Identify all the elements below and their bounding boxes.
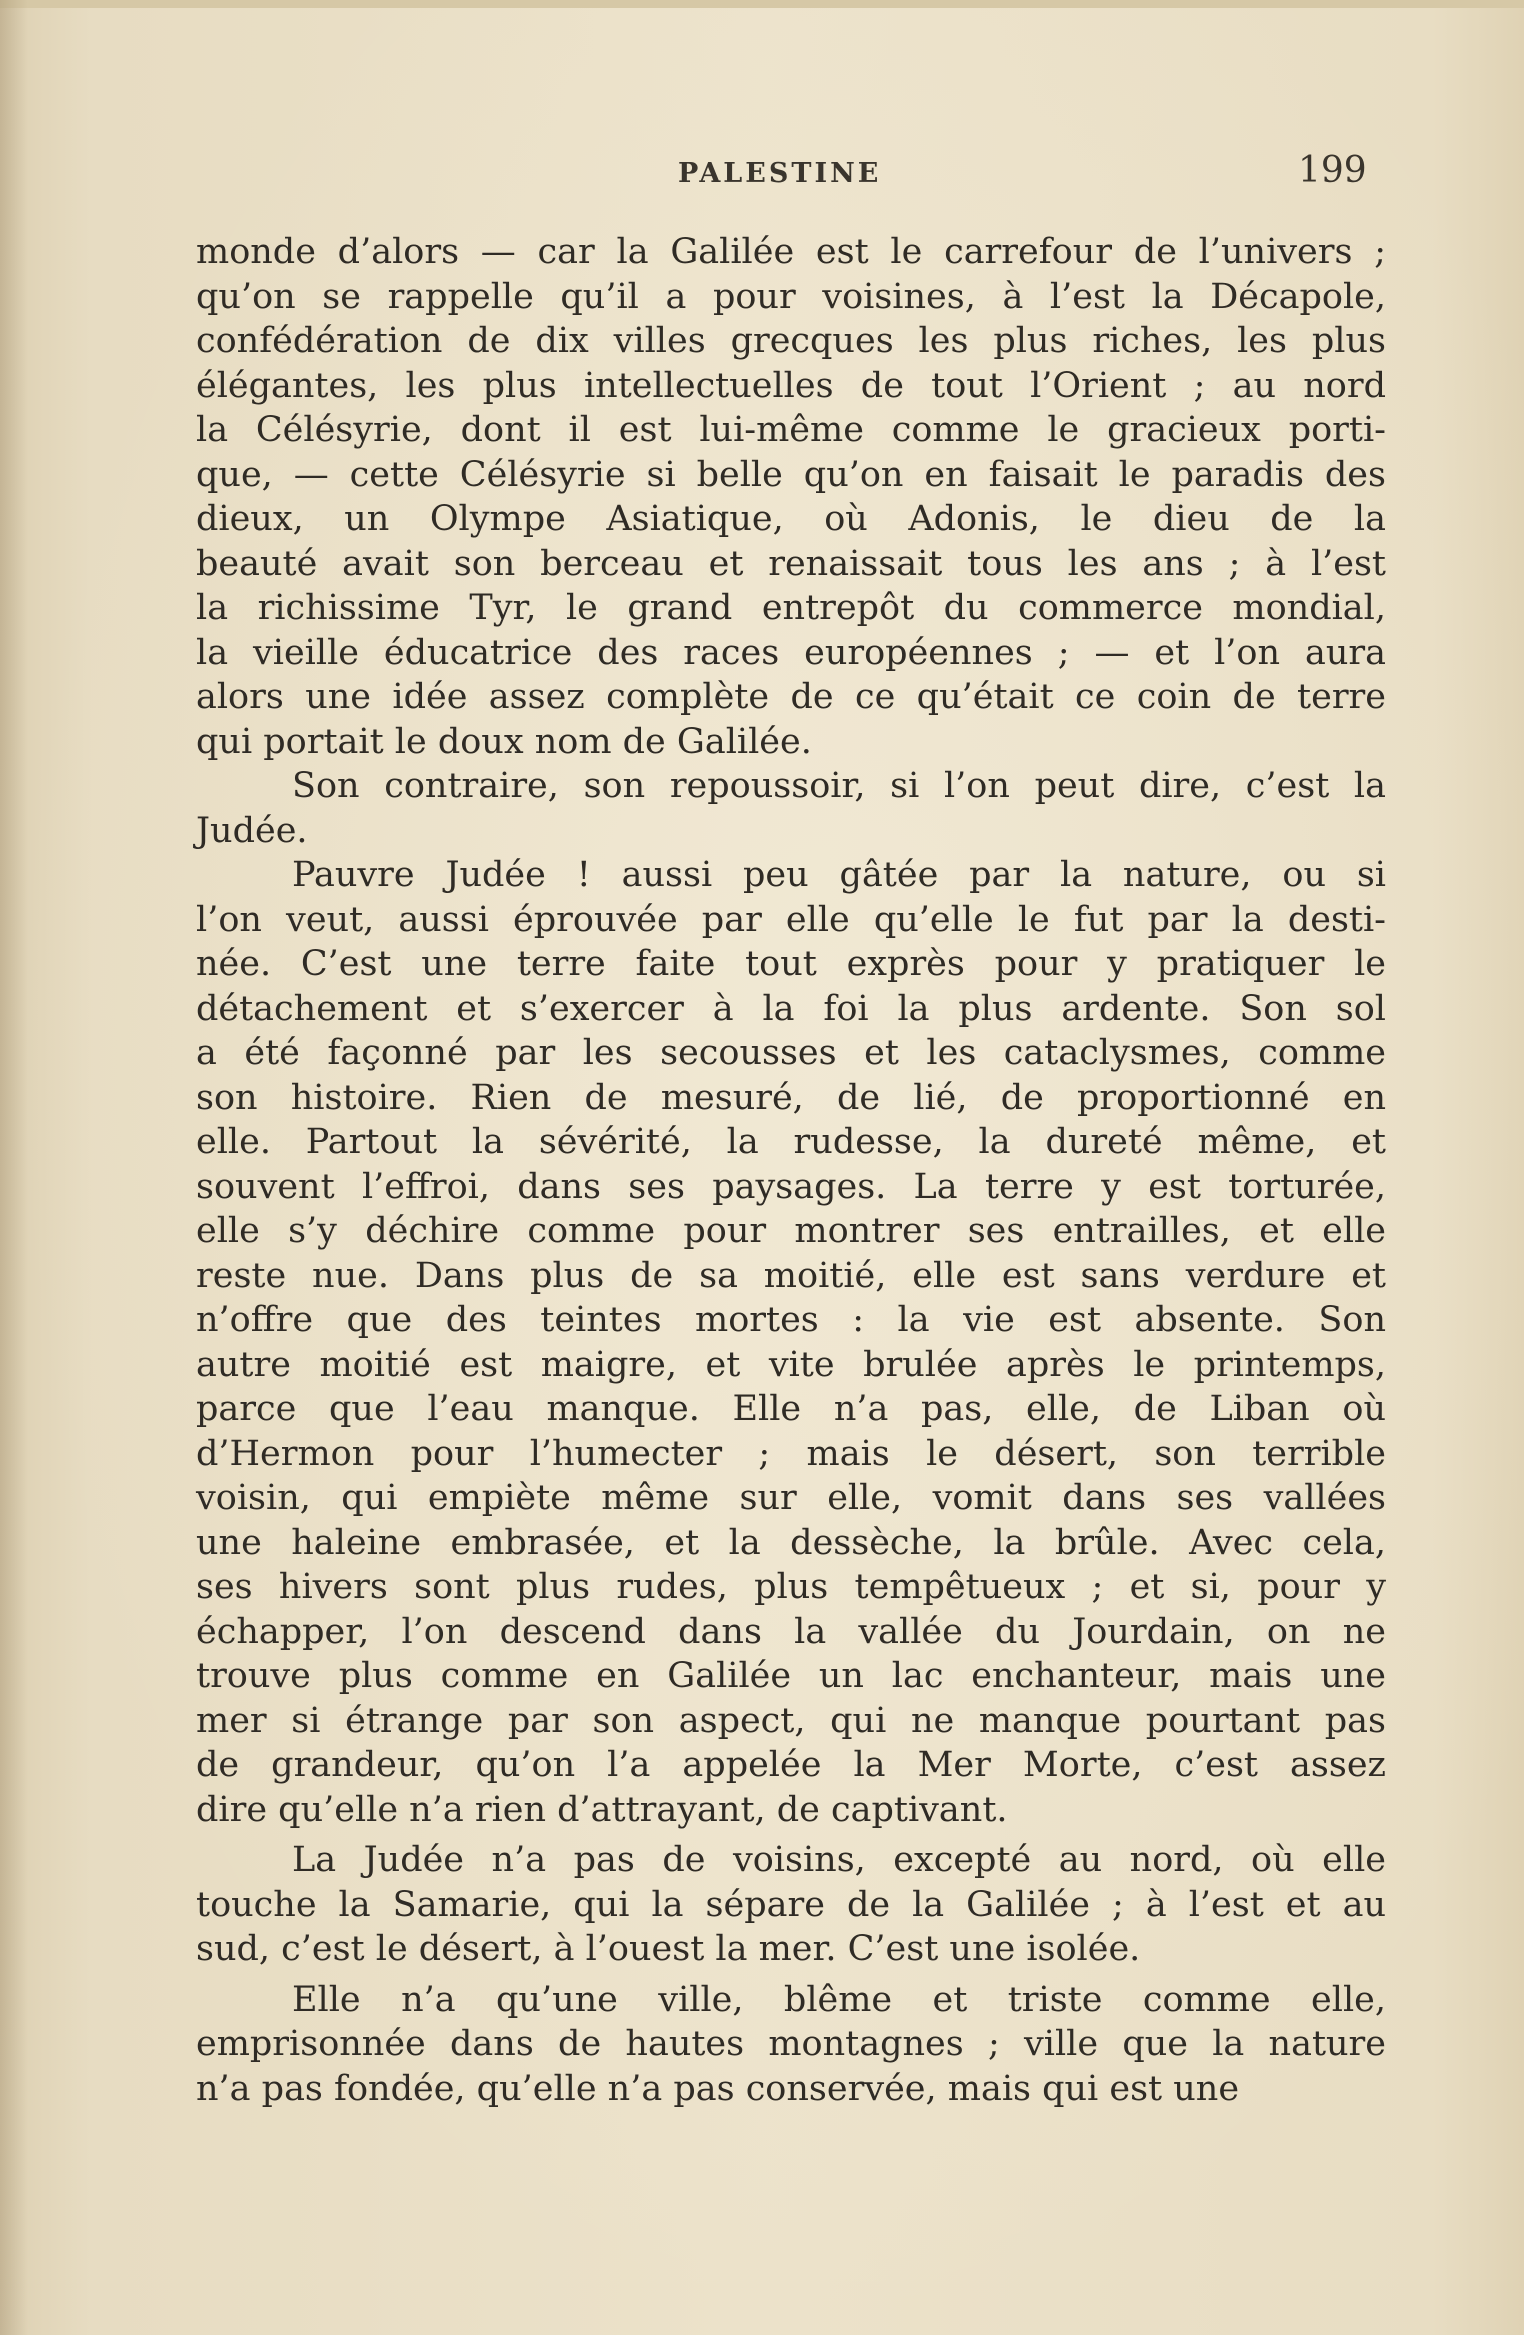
text-line: que, — cette Célésyrie si belle qu’on en faisait le paradis des [196,454,1386,495]
text-line: ses hivers sont plus rudes, plus tempêtueux ; et si, pour y [196,1567,1386,1607]
text-line: autre moitié est maigre, et vite brulée après le printemps, [196,1344,1386,1385]
text-line: elle s’y déchire comme pour montrer ses entrailles, et elle [196,1211,1386,1251]
text-line: alors une idée assez complète de ce qu’était ce coin de terre [196,677,1386,717]
text-line: mer si étrange par son aspect, qui ne manque pourtant pas [196,1700,1386,1741]
text-line: touche la Samarie, qui la sépare de la Galilée ; à l’est et au [196,1884,1386,1925]
text-line: née. C’est une terre faite tout exprès pour y pratiquer le [196,944,1386,984]
text-line: dire qu’elle n’a rien d’attrayant, de captivant. [196,1789,1008,1830]
text-line: sud, c’est le désert, à l’ouest la mer. C’est une isolée. [196,1929,1141,1969]
text-line: détachement et s’exercer à la foi la plus ardente. Son sol [196,988,1386,1029]
page-gutter-shadow [0,0,28,2335]
page-number: 199 [1298,150,1367,191]
text-line: souvent l’effroi, dans ses paysages. La terre y est torturée, [196,1166,1386,1207]
text-line: elle. Partout la sévérité, la rudesse, la dureté même, et [196,1122,1386,1162]
text-line: parce que l’eau manque. Elle n’a pas, elle, de Liban où [196,1389,1386,1429]
text-line: dieux, un Olympe Asiatique, où Adonis, le dieu de la [196,499,1386,539]
text-line: voisin, qui empiète même sur elle, vomit dans ses vallées [196,1478,1386,1518]
text-line: confédération de dix villes grecques les plus riches, les plus [196,321,1386,361]
text-line: Son contraire, son repoussoir, si l’on peut dire, c’est la [292,766,1386,806]
text-line: élégantes, les plus intellectuelles de tout l’Orient ; au nord [196,365,1386,406]
text-line: Judée. [196,810,308,851]
text-line: trouve plus comme en Galilée un lac enchanteur, mais une [196,1656,1386,1696]
text-line: son histoire. Rien de mesuré, de lié, de proportionné en [196,1077,1386,1118]
body-text [196,230,1386,2111]
text-line: Pauvre Judée ! aussi peu gâtée par la nature, ou si [292,855,1386,895]
text-line: qu’on se rappelle qu’il a pour voisines, à l’est la Décapole, [196,276,1386,317]
text-line: emprisonnée dans de hautes montagnes ; ville que la nature [196,2024,1386,2064]
text-line: qui portait le doux nom de Galilée. [196,721,812,762]
text-line: la richissime Tyr, le grand entrepôt du commerce mondial, [196,588,1386,628]
text-line: a été façonné par les secousses et les cataclysmes, comme [196,1033,1386,1073]
text-line: beauté avait son berceau et renaissait tous les ans ; à l’est [196,543,1386,584]
page-top-edge [0,0,1524,8]
text-line: de grandeur, qu’on l’a appelée la Mer Morte, c’est assez [196,1745,1386,1785]
text-line: reste nue. Dans plus de sa moitié, elle est sans verdure et [196,1255,1386,1296]
text-line: une haleine embrasée, et la dessèche, la brûle. Avec cela, [196,1522,1386,1563]
text-line: Elle n’a qu’une ville, blême et triste comme elle, [292,1979,1386,2020]
text-line: l’on veut, aussi éprouvée par elle qu’elle le fut par la desti- [196,899,1386,940]
text-line: échapper, l’on descend dans la vallée du Jourdain, on ne [196,1611,1386,1652]
text-line: monde d’alors — car la Galilée est le carrefour de l’univers ; [196,232,1386,272]
text-line: n’offre que des teintes mortes : la vie est absente. Son [196,1300,1386,1340]
running-head: PALESTINE [678,158,882,189]
text-line: la Célésyrie, dont il est lui-même comme le gracieux porti- [196,410,1386,450]
text-line: la vieille éducatrice des races européennes ; — et l’on aura [196,632,1386,673]
text-line: La Judée n’a pas de voisins, excepté au nord, où elle [292,1840,1386,1880]
text-line: n’a pas fondée, qu’elle n’a pas conservée, mais qui est une [196,2068,1240,2109]
text-line: d’Hermon pour l’humecter ; mais le désert, son terrible [196,1433,1386,1474]
